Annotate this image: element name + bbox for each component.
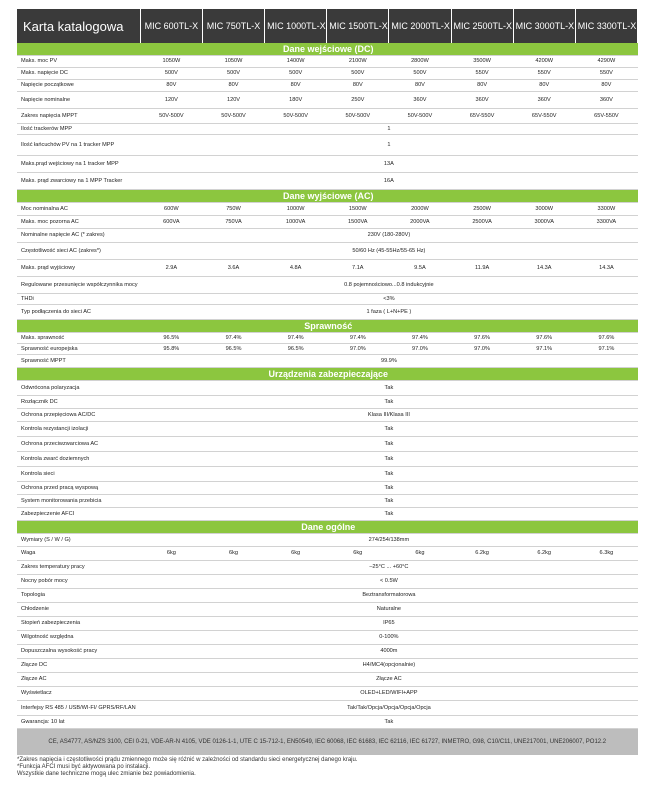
table-cell: 1000VA	[265, 216, 327, 229]
table-cell-shared: Tak	[140, 508, 637, 521]
table-cell: 9.5A	[389, 260, 451, 277]
table-cell: 3.6A	[202, 260, 264, 277]
row-label: Wymiary (S / W / G)	[17, 534, 140, 547]
footnotes	[17, 757, 638, 778]
table-cell: 97.1%	[575, 344, 637, 355]
model-header: MIC 2500TL-X	[451, 9, 513, 43]
table-cell-shared: 1	[140, 124, 637, 135]
table-cell-shared: 50/60 Hz (45-55Hz/55-65 Hz)	[140, 243, 637, 260]
section-header	[17, 43, 638, 56]
row-label: Zakres temperatury pracy	[17, 561, 140, 575]
table-cell: 4.8A	[265, 260, 327, 277]
table-cell-shared: Naturalne	[140, 603, 637, 617]
table-cell: 1500VA	[327, 216, 389, 229]
table-cell: 96.5%	[265, 344, 327, 355]
table-cell: 2500W	[451, 203, 513, 216]
table-row	[17, 80, 638, 92]
model-header: MIC 2000TL-X	[389, 9, 451, 43]
table-cell: 65V-550V	[451, 109, 513, 124]
table-cell: 3000VA	[513, 216, 575, 229]
table-row	[17, 156, 638, 173]
table-row	[17, 534, 638, 547]
table-row	[17, 294, 638, 305]
model-header: MIC 3300TL-X	[575, 9, 637, 43]
table-cell: 97.0%	[451, 344, 513, 355]
model-header: MIC 1500TL-X	[327, 9, 389, 43]
table-row	[17, 260, 638, 277]
table-row	[17, 482, 638, 495]
table-cell: 97.6%	[575, 333, 637, 344]
table-row	[17, 701, 638, 716]
table-cell: 550V	[451, 68, 513, 80]
row-label: Maks. napięcie DC	[17, 68, 140, 80]
section-title: Sprawność	[17, 320, 638, 333]
table-cell-shared: Tak	[140, 437, 637, 452]
table-cell: 6kg	[327, 547, 389, 561]
row-label: Kontrola rezystancji izolacji	[17, 422, 140, 437]
table-row	[17, 92, 638, 109]
table-cell: 360V	[451, 92, 513, 109]
table-cell: 1000W	[265, 203, 327, 216]
table-cell: 4290W	[575, 56, 637, 68]
section-header	[17, 320, 638, 333]
table-cell: 97.4%	[265, 333, 327, 344]
table-cell: 550V	[575, 68, 637, 80]
table-cell: 500V	[265, 68, 327, 80]
table-row	[17, 305, 638, 320]
row-label: Kontrola zwarć doziemnych	[17, 452, 140, 467]
table-cell: 600W	[140, 203, 202, 216]
row-label: Sprawność europejska	[17, 344, 140, 355]
table-row	[17, 603, 638, 617]
table-cell: 2.9A	[140, 260, 202, 277]
table-cell: 1050W	[140, 56, 202, 68]
table-cell: 96.5%	[140, 333, 202, 344]
table-cell: 2500VA	[451, 216, 513, 229]
table-cell: 80V	[265, 80, 327, 92]
table-cell: 6kg	[389, 547, 451, 561]
table-cell: 3300VA	[575, 216, 637, 229]
table-cell: 750VA	[202, 216, 264, 229]
table-row	[17, 495, 638, 508]
table-cell: 80V	[575, 80, 637, 92]
section-title: Dane wyjściowe (AC)	[17, 190, 638, 203]
table-cell: 95.8%	[140, 344, 202, 355]
table-cell: 50V-500V	[140, 109, 202, 124]
table-cell: 3500W	[451, 56, 513, 68]
table-cell: 550V	[513, 68, 575, 80]
table-cell: 97.1%	[513, 344, 575, 355]
row-label: Maks. moc PV	[17, 56, 140, 68]
row-label: Regulowane przesunięcie współczynnika mocy	[17, 277, 140, 294]
table-cell-shared: 274/254/138mm	[140, 534, 637, 547]
row-label: Topologia	[17, 589, 140, 603]
table-cell: 65V-550V	[513, 109, 575, 124]
row-label: Typ podłączenia do sieci AC	[17, 305, 140, 320]
table-cell: 50V-500V	[327, 109, 389, 124]
table-cell: 2100W	[327, 56, 389, 68]
row-label: Ilość trackerów MPP	[17, 124, 140, 135]
table-cell: 2000W	[389, 203, 451, 216]
table-cell: 97.6%	[451, 333, 513, 344]
row-label: Napięcie nominalne	[17, 92, 140, 109]
row-label: System monitorowania przebicia	[17, 495, 140, 508]
table-cell-shared: Klasa III/Klasa III	[140, 409, 637, 422]
table-row	[17, 452, 638, 467]
row-label: Ochrona przed pracą wyspową	[17, 482, 140, 495]
row-label: Moc nominalna AC	[17, 203, 140, 216]
table-cell-shared: Tak	[140, 422, 637, 437]
row-label: Stopień zabezpieczenia	[17, 617, 140, 631]
table-cell: 50V-500V	[265, 109, 327, 124]
table-cell: 1500W	[327, 203, 389, 216]
table-cell: 97.4%	[202, 333, 264, 344]
row-label: Ochrona przeciwzwarciowa AC	[17, 437, 140, 452]
table-cell: 65V-550V	[575, 109, 637, 124]
table-row	[17, 547, 638, 561]
row-label: Złącze AC	[17, 673, 140, 687]
table-row	[17, 355, 638, 368]
table-cell: 14.3A	[575, 260, 637, 277]
table-row	[17, 409, 638, 422]
table-cell-shared: 0.8 pojemnościowo...0.8 indukcyjnie	[140, 277, 637, 294]
table-cell: 1050W	[202, 56, 264, 68]
row-label: Wyświetlacz	[17, 687, 140, 701]
model-header: MIC 600TL-X	[140, 9, 202, 43]
table-cell-shared: Tak	[140, 396, 637, 409]
row-label: Interfejsy RS 485 / USB/WI-FI/ GPRS/RF/LAN	[17, 701, 140, 716]
certifications: CE, AS4777, AS/NZS 3100, CEI 0-21, VDE-AR-N 4105, VDE 0126-1-1, UTE C 15-712-1, EN50549, IEC 60068, IEC 61683, IEC 62116, IEC 61727, INMETRO, G98, C10/C11, UNE217001, UNE206007, PO12.2	[17, 729, 638, 756]
table-row	[17, 135, 638, 156]
table-cell-shared: 0-100%	[140, 631, 637, 645]
table-cell: 80V	[389, 80, 451, 92]
row-label: Częstotliwość sieci AC (zakres*)	[17, 243, 140, 260]
certifications-row	[17, 729, 638, 756]
table-cell-shared: 13A	[140, 156, 637, 173]
footnote: *Funkcja AFCI musi być aktywowana po instalacji.	[17, 764, 151, 770]
row-label: Maks. moc pozorna AC	[17, 216, 140, 229]
table-cell: 14.3A	[513, 260, 575, 277]
table-cell-shared: 1	[140, 135, 637, 156]
table-row	[17, 333, 638, 344]
table-cell: 2000VA	[389, 216, 451, 229]
row-label: Kontrola sieci	[17, 467, 140, 482]
table-cell: 97.6%	[513, 333, 575, 344]
section-header	[17, 368, 638, 381]
table-cell: 6.2kg	[451, 547, 513, 561]
row-label: Maks. sprawność	[17, 333, 140, 344]
footnote: *Zakres napięcia i częstotliwości prądu zmiennego może się różnić w zależności od standardu sieci energetycznej danego kraju.	[17, 757, 358, 763]
table-cell: 750W	[202, 203, 264, 216]
table-row	[17, 561, 638, 575]
table-cell: 3300W	[575, 203, 637, 216]
table-cell: 80V	[140, 80, 202, 92]
row-label: Ilość łańcuchów PV na 1 tracker MPP	[17, 135, 140, 156]
table-row	[17, 344, 638, 355]
table-cell-shared: 99.9%	[140, 355, 637, 368]
table-cell: 600VA	[140, 216, 202, 229]
table-row	[17, 575, 638, 589]
row-label: Złącze DC	[17, 659, 140, 673]
table-cell-shared: Tak	[140, 716, 637, 729]
row-label: Zabezpieczenie AFCI	[17, 508, 140, 521]
model-header: MIC 750TL-X	[202, 9, 264, 43]
table-cell: 360V	[513, 92, 575, 109]
table-row	[17, 589, 638, 603]
table-row	[17, 437, 638, 452]
table-row	[17, 396, 638, 409]
table-cell: 500V	[327, 68, 389, 80]
datasheet	[17, 9, 638, 778]
model-header: MIC 3000TL-X	[513, 9, 575, 43]
table-cell: 11.9A	[451, 260, 513, 277]
table-row	[17, 109, 638, 124]
table-row	[17, 508, 638, 521]
table-cell-shared: 16A	[140, 173, 637, 190]
section-header	[17, 521, 638, 534]
row-label: Rozłącznik DC	[17, 396, 140, 409]
table-cell: 6kg	[140, 547, 202, 561]
table-cell-shared: Tak	[140, 467, 637, 482]
table-row	[17, 124, 638, 135]
footnote: Wszystkie dane techniczne mogą ulec zmianie bez powiadomienia.	[17, 771, 196, 777]
table-row	[17, 56, 638, 68]
table-cell: 2800W	[389, 56, 451, 68]
table-row	[17, 645, 638, 659]
table-cell-shared: H4/MC4(opcjonalnie)	[140, 659, 637, 673]
table-row	[17, 173, 638, 190]
table-row	[17, 687, 638, 701]
table-cell-shared: < 0.5W	[140, 575, 637, 589]
table-cell: 97.0%	[327, 344, 389, 355]
table-cell-shared: 230V (180-280V)	[140, 229, 637, 243]
table-row	[17, 243, 638, 260]
table-cell-shared: Tak/Tak/Opcja/Opcja/Opcja/Opcja	[140, 701, 637, 716]
table-row	[17, 203, 638, 216]
table-cell: 80V	[451, 80, 513, 92]
table-cell-shared: OLED+LED/WIFI+APP	[140, 687, 637, 701]
row-label: Maks. prąd wyjściowy	[17, 260, 140, 277]
table-cell: 120V	[140, 92, 202, 109]
table-cell: 3000W	[513, 203, 575, 216]
table-cell: 1400W	[265, 56, 327, 68]
sheet-title: Karta katalogowa	[17, 9, 140, 43]
header-row	[17, 9, 638, 43]
table-cell: 180V	[265, 92, 327, 109]
table-cell: 500V	[140, 68, 202, 80]
table-row	[17, 381, 638, 396]
row-label: THDi	[17, 294, 140, 305]
table-cell: 97.4%	[389, 333, 451, 344]
row-label: Odwrócona polaryzacja	[17, 381, 140, 396]
table-cell: 96.5%	[202, 344, 264, 355]
spec-table	[17, 9, 638, 755]
row-label: Maks.prąd wejściowy na 1 tracker MPP	[17, 156, 140, 173]
table-cell-shared: Tak	[140, 381, 637, 396]
table-cell-shared: –25°C ... +60°C	[140, 561, 637, 575]
table-cell-shared: Tak	[140, 482, 637, 495]
row-label: Sprawność MPPT	[17, 355, 140, 368]
table-row	[17, 673, 638, 687]
table-row	[17, 277, 638, 294]
table-cell: 360V	[389, 92, 451, 109]
row-label: Waga	[17, 547, 140, 561]
table-cell: 360V	[575, 92, 637, 109]
table-cell: 4200W	[513, 56, 575, 68]
table-cell: 6kg	[202, 547, 264, 561]
table-row	[17, 659, 638, 673]
section-title: Dane wejściowe (DC)	[17, 43, 638, 56]
table-row	[17, 467, 638, 482]
table-cell-shared: Tak	[140, 495, 637, 508]
table-cell: 50V-500V	[389, 109, 451, 124]
row-label: Maks. prąd zwarciowy na 1 MPP Tracker	[17, 173, 140, 190]
model-header: MIC 1000TL-X	[265, 9, 327, 43]
table-row	[17, 216, 638, 229]
table-row	[17, 229, 638, 243]
table-cell-shared: <3%	[140, 294, 637, 305]
table-row	[17, 716, 638, 729]
section-title: Dane ogólne	[17, 521, 638, 534]
table-cell: 6.2kg	[513, 547, 575, 561]
table-cell-shared: Beztransformatorowa	[140, 589, 637, 603]
table-row	[17, 617, 638, 631]
table-cell: 500V	[389, 68, 451, 80]
table-cell: 6.3kg	[575, 547, 637, 561]
table-cell-shared: IP65	[140, 617, 637, 631]
table-cell-shared: 1 faza ( L+N+PE )	[140, 305, 637, 320]
table-cell: 80V	[202, 80, 264, 92]
table-cell-shared: 4000m	[140, 645, 637, 659]
row-label: Zakres napięcia MPPT	[17, 109, 140, 124]
table-row	[17, 631, 638, 645]
row-label: Chłodzenie	[17, 603, 140, 617]
table-cell-shared: Tak	[140, 452, 637, 467]
table-cell-shared: Złącze AC	[140, 673, 637, 687]
section-title: Urządzenia zabezpieczające	[17, 368, 638, 381]
table-cell: 500V	[202, 68, 264, 80]
spec-body	[17, 43, 638, 729]
row-label: Nominalne napięcie AC (* zakres)	[17, 229, 140, 243]
table-cell: 6kg	[265, 547, 327, 561]
table-cell: 50V-500V	[202, 109, 264, 124]
row-label: Ochrona przepięciowa AC/DC	[17, 409, 140, 422]
table-cell: 120V	[202, 92, 264, 109]
table-cell: 80V	[327, 80, 389, 92]
table-cell: 250V	[327, 92, 389, 109]
row-label: Nocny pobór mocy	[17, 575, 140, 589]
row-label: Wilgotność względna	[17, 631, 140, 645]
table-row	[17, 422, 638, 437]
row-label: Napięcie początkowe	[17, 80, 140, 92]
row-label: Gwarancja: 10 lat	[17, 716, 140, 729]
row-label: Dopuszczalna wysokość pracy	[17, 645, 140, 659]
table-cell: 7.1A	[327, 260, 389, 277]
table-cell: 97.4%	[327, 333, 389, 344]
table-cell: 97.0%	[389, 344, 451, 355]
section-header	[17, 190, 638, 203]
table-cell: 80V	[513, 80, 575, 92]
table-row	[17, 68, 638, 80]
